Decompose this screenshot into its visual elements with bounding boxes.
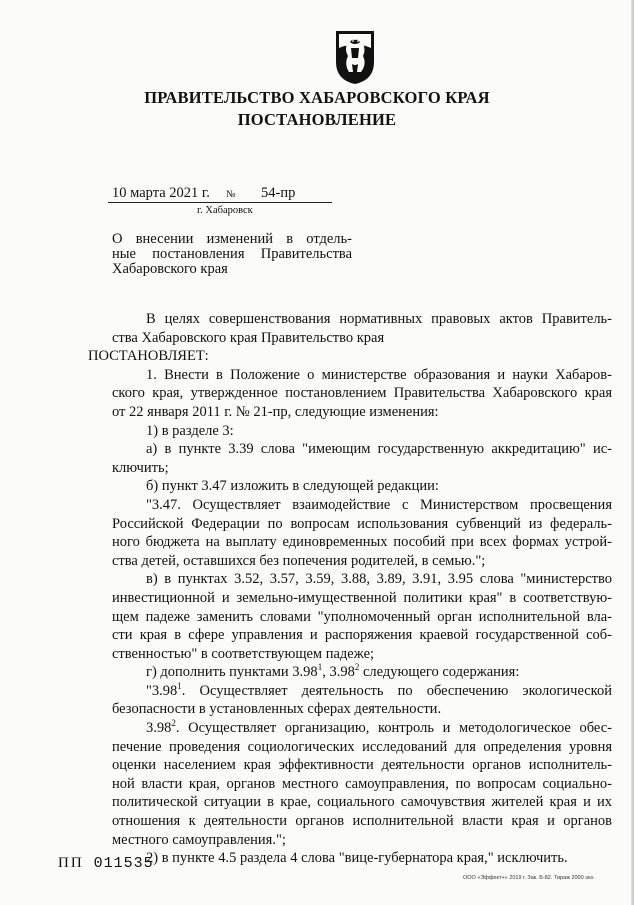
body-text: г) дополнить пунктами 3.98 [146,664,318,681]
body-text: , 3.98 [322,664,355,681]
form-serial-number [58,855,154,872]
document-type: ПОСТАНОВЛЕНИЕ [237,110,397,129]
body-line: оценки населением края эффективности деятельности органов исполнитель- [112,757,612,774]
body-line [112,719,612,738]
body-line: "3.47. Осуществляет взаимодействие с Министерством просвещения [146,496,612,513]
body-line: ства детей, оставшихся без попечения родителей, в семью."; [112,552,486,569]
body-line: щем падеже заменить словами "уполномоченный орган исполнительной вла- [112,608,612,625]
body-text: 3.98 [146,720,172,737]
superscript: 1 [317,662,323,673]
superscript: 1 [177,680,182,691]
subject-line: ные постановления Правительства [112,246,352,262]
body-line: ключить; [112,459,169,476]
body-text: следующего содержания: [359,664,520,681]
subject-line: О внесении изменений в отдель- [112,231,352,247]
body-line: ного бюджета на выплату единовременных пособий при всех формах устрой- [112,534,612,551]
body-line: политической ситуации в крае, социального самочувствия жителей края и их [112,794,612,811]
body-line [112,682,612,701]
form-series: ПП [58,855,84,871]
body-line [112,663,612,682]
document-subject [112,232,352,277]
city: г. Хабаровск [197,205,253,216]
body-line: ПОСТАНОВЛЯЕТ: [88,348,209,365]
body-line: безопасности в установленных сферах деятельности. [112,701,442,718]
body-line: от 22 января 2011 г. № 21-пр, следующие изменения: [112,403,439,420]
coat-of-arms-icon [333,28,377,86]
printer-imprint: ООО «Эффект+» 2019 г. Зак. Б-82. Тираж 2000 экз. [463,875,595,881]
body-line: местного самоуправления."; [112,831,286,848]
body-line: б) пункт 3.47 изложить в следующей редакции: [146,478,439,495]
body-line: а) в пункте 3.39 слова "имеющим государственную аккредитацию" ис- [146,441,612,458]
body-line: ной власти края, органов местного самоуправления, по вопросам социально- [112,775,612,792]
body-line: 1. Внести в Положение о министерстве образования и науки Хабаров- [146,366,612,383]
body-line: 1) в разделе 3: [146,422,234,439]
body-line: Российской Федерации по вопросам использования субвенций из федераль- [112,515,612,532]
body-line: ства Хабаровского края Правительство края [112,329,385,346]
document-date: 10 марта 2021 г. [112,185,210,201]
body-line: ского края, утвержденное постановлением Правительства Хабаровского края [112,385,612,402]
document-body [88,310,612,868]
body-line: ственностью" в соответствующем падеже; [112,645,375,662]
body-line: В целях совершенствования нормативных правовых актов Правитель- [146,311,612,327]
document-number: 54-пр [261,185,296,201]
body-text: . Осуществляет деятельность по обеспечению экологической [181,682,612,699]
date-underline [108,202,332,203]
superscript: 2 [171,718,176,729]
body-text: "3.98 [146,682,178,699]
body-line: печение проведения социологических исследований для определения уровня [112,738,612,755]
body-line: инвестиционной и земельно-имущественной политики края" в соответствую- [112,589,612,606]
body-line: отношения к деятельности органов исполнительной власти края и органов [112,813,612,830]
number-sign: № [226,189,236,200]
body-line: в) в пунктах 3.52, 3.57, 3.59, 3.88, 3.89, 3.91, 3.95 слова "министерство [146,571,612,588]
form-serial: 011535 [93,855,154,872]
body-line: сти края в сфере управления и распоряжения краевой государственной соб- [112,627,612,644]
superscript: 2 [354,662,360,673]
subject-line: Хабаровского края [112,261,228,277]
government-title: ПРАВИТЕЛЬСТВО ХАБАРОВСКОГО КРАЯ [144,88,490,107]
body-text: . Осуществляет организацию, контроль и методологическое обес- [175,720,612,737]
body-line: 2) в пункте 4.5 раздела 4 слова "вице-губернатора края," исключить. [146,850,568,867]
